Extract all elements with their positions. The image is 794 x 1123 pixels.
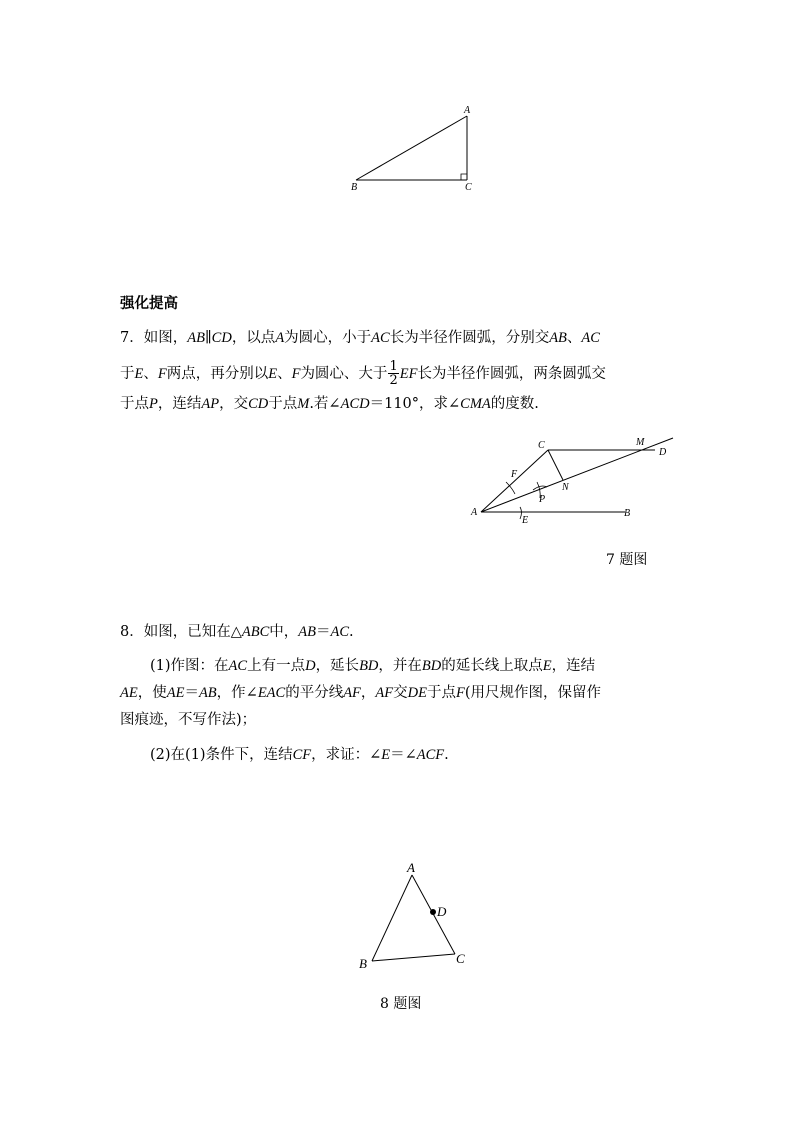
label-c: C — [465, 182, 472, 193]
q7-label-c: C — [538, 440, 545, 451]
q7-label-b: B — [624, 508, 631, 519]
math-variable: AP — [201, 396, 220, 412]
math-variable: DE — [407, 685, 427, 701]
text-run: 交 — [393, 685, 408, 701]
math-variable: BD — [359, 658, 379, 674]
text-run: 于点 — [426, 685, 456, 701]
text-run: ＝ — [316, 624, 331, 640]
q8-caption: 8 题图 — [380, 996, 422, 1012]
fraction — [388, 360, 398, 387]
q7-number: 7． — [120, 330, 144, 346]
text-run: ，求证：∠ — [311, 747, 382, 763]
right-triangle-figure — [340, 100, 490, 195]
text-run: 为圆心，小于 — [284, 330, 372, 346]
q7-label-d: D — [659, 447, 667, 458]
math-variable: E — [381, 747, 391, 763]
q8-intro-text — [144, 624, 354, 640]
math-variable: F — [455, 685, 465, 701]
math-variable: AE — [166, 685, 185, 701]
text-run: 长为半径作圆弧，分别交 — [389, 330, 550, 346]
text-run: 、 — [277, 365, 292, 382]
math-variable: ACD — [340, 396, 370, 412]
q7-line-2 — [120, 360, 606, 387]
q7-line-1-text — [144, 330, 600, 346]
math-variable: AC — [581, 330, 600, 346]
q7-label-e: E — [522, 515, 529, 526]
math-variable: CMA — [460, 396, 491, 412]
text-run: . — [349, 624, 354, 640]
text-run: 的度数. — [490, 396, 539, 412]
text-run: ＝ — [184, 685, 199, 701]
math-variable: E — [134, 365, 144, 382]
math-variable: CD — [211, 330, 232, 346]
text-run: . — [444, 747, 449, 763]
text-run: 、 — [143, 365, 158, 382]
text-run: 于点 — [120, 396, 149, 412]
math-variable: AC — [228, 658, 248, 674]
text-run: 的平分线 — [285, 685, 344, 701]
section-heading: 强化提高 — [120, 296, 178, 312]
math-variable: AC — [371, 330, 390, 346]
q8-intro — [120, 622, 354, 642]
q7-line-3-text — [120, 396, 539, 412]
math-variable: AB — [549, 330, 567, 346]
math-variable: EF — [399, 365, 418, 382]
math-variable: F — [157, 365, 167, 382]
q7-figure — [465, 430, 680, 530]
q7-caption: 7 题图 — [606, 552, 648, 568]
text-run: ＝∠ — [390, 747, 417, 763]
text-run: 为圆心、大于 — [300, 365, 388, 382]
q8-label-a: A — [407, 860, 415, 875]
q8-part1-line-2 — [120, 683, 601, 703]
q7-line-3 — [120, 394, 539, 414]
q8-part1-line-3 — [120, 710, 256, 730]
q8-number: 8． — [120, 624, 144, 640]
math-variable: E — [542, 658, 552, 674]
text-run: ，并在 — [378, 658, 422, 674]
text-run: 的延长线上取点 — [441, 658, 543, 674]
math-variable: CF — [292, 747, 312, 763]
text-run: 两点，再分别以 — [166, 365, 269, 382]
fraction-numerator: 1 — [389, 359, 398, 374]
text-run: ， — [360, 685, 376, 701]
text-run: 于 — [120, 365, 135, 382]
text-run: (2)在(1)条件下，连结 — [150, 747, 293, 763]
q7-label-p: P — [539, 494, 546, 505]
math-variable: AF — [343, 685, 361, 701]
text-run: 如图， — [143, 330, 188, 346]
label-b: B — [351, 182, 358, 193]
fraction-denominator: 2 — [389, 373, 398, 388]
math-variable: AB — [298, 624, 316, 640]
q8-part2-line-1-text — [150, 747, 449, 763]
q7-label-f: F — [511, 469, 518, 480]
text-run: 于点 — [268, 396, 298, 412]
q8-label-d: D — [437, 904, 447, 919]
math-variable: M — [297, 396, 310, 412]
q8-part1-line-3-text — [120, 712, 256, 728]
math-variable: F — [291, 365, 301, 382]
text-run: ，连结 — [551, 658, 596, 674]
text-run: ，连结 — [157, 396, 202, 412]
math-variable: AF — [375, 685, 394, 701]
q7-label-a: A — [471, 507, 478, 518]
q8-part2-line-1 — [150, 745, 449, 765]
math-variable: P — [149, 396, 158, 412]
math-variable: A — [275, 330, 285, 346]
text-run: (用尺规作图，保留作 — [464, 685, 601, 701]
math-variable: ACF — [416, 747, 445, 763]
text-run: 、 — [566, 330, 582, 346]
text-run: 图痕迹，不写作法)； — [120, 712, 257, 728]
text-run: ，延长 — [315, 658, 360, 674]
math-variable: D — [305, 658, 316, 674]
text-run: 上有一点 — [247, 658, 306, 674]
math-variable: EAC — [257, 685, 286, 701]
math-variable: AB — [198, 685, 217, 701]
q7-line-2-text — [120, 359, 606, 388]
q8-part1-line-1-text — [150, 658, 595, 674]
text-run: ∥ — [204, 330, 212, 346]
text-run: (1)作图：在 — [150, 658, 229, 674]
q8-label-b: B — [359, 956, 367, 971]
q8-part1-line-2-text — [120, 685, 601, 701]
q7-line-1 — [120, 328, 600, 348]
math-variable: E — [268, 365, 278, 382]
label-a: A — [464, 105, 471, 116]
text-run: ，交 — [219, 396, 249, 412]
math-variable: ABC — [241, 624, 270, 640]
text-run: 长为半径作圆弧，两条圆弧交 — [417, 365, 606, 382]
math-variable: CD — [248, 396, 269, 412]
math-variable: AB — [187, 330, 205, 346]
text-run: ，使 — [137, 685, 167, 701]
q8-label-c: C — [456, 951, 465, 966]
text-run: 中， — [269, 624, 299, 640]
math-variable: AE — [120, 685, 138, 701]
text-run: ＝110°，求∠ — [369, 396, 461, 412]
math-variable: AC — [330, 624, 350, 640]
text-run: ，作∠ — [216, 685, 258, 701]
text-run: 如图，已知在△ — [143, 624, 242, 640]
q7-label-n: N — [562, 482, 569, 493]
text-run: .若∠ — [309, 396, 341, 412]
q8-part1-line-1 — [150, 656, 595, 676]
text-run: ，以点 — [231, 330, 276, 346]
q7-label-m: M — [636, 437, 645, 448]
math-variable: BD — [421, 658, 442, 674]
q8-figure — [350, 855, 480, 975]
